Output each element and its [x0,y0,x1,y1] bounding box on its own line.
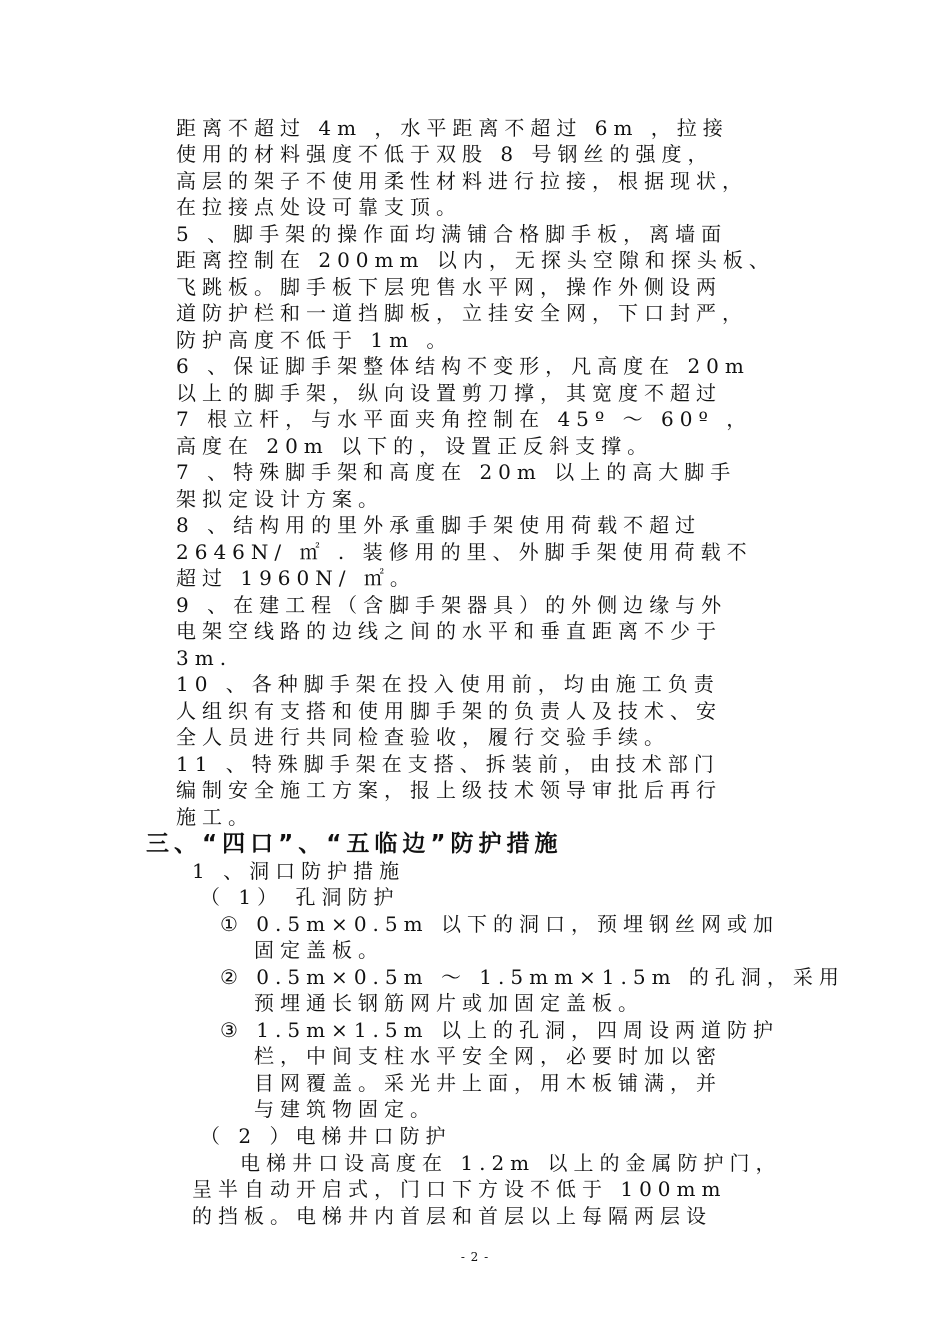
text-line: 人组织有支搭和使用脚手架的负责人及技术、安 [176,699,722,723]
text-line: 呈半自动开启式，门口下方设不低于 100mm [192,1177,727,1201]
text-line: 以上的脚手架，纵向设置剪刀撑，其宽度不超过 [176,381,722,405]
text-line: 6 、保证脚手架整体结构不变形，凡高度在 20m [176,354,750,378]
text-line: 3m. [176,646,233,670]
text-line: 电梯井口设高度在 1.2m 以上的金属防护门， [240,1151,782,1175]
text-line: 1 、洞口防护措施 [192,859,406,883]
text-line: ② 0.5m×0.5m ～ 1.5mm×1.5m 的孔洞，采用 [220,965,845,989]
text-line: 7 、特殊脚手架和高度在 20m 以上的高大脚手 [176,460,737,484]
text-line: ① 0.5m×0.5m 以下的洞口，预埋钢丝网或加 [220,912,779,936]
text-line: 的挡板。电梯井内首层和首层以上每隔两层设 [192,1204,712,1228]
text-line: 11 、特殊脚手架在支搭、拆装前，由技术部门 [176,752,720,776]
text-line: 9 、在建工程（含脚手架器具）的外侧边缘与外 [176,593,728,617]
page-number: - 2 - [460,1250,490,1264]
text-line: （ 1） 孔洞防护 [200,885,400,909]
text-line: 施工。 [176,805,254,829]
text-line: 编制安全施工方案，报上级技术领导审批后再行 [176,778,722,802]
text-line: 栏，中间支柱水平安全网，必要时加以密 [254,1044,722,1068]
text-line: 道防护栏和一道挡脚板，立挂安全网，下口封严， [176,301,748,325]
text-line: 全人员进行共同检查验收，履行交验手续。 [176,725,670,749]
text-line: 5 、脚手架的操作面均满铺合格脚手板，离墙面 [176,222,728,246]
text-line: 使用的材料强度不低于双股 8 号钢丝的强度， [176,142,714,166]
text-line: 2646N/ ㎡ . 装修用的里、外脚手架使用荷载不 [176,540,753,564]
text-line: 目网覆盖。采光井上面，用木板铺满，并 [254,1071,722,1095]
text-line: 10 、各种脚手架在投入使用前，均由施工负责 [176,672,720,696]
text-line: 高度在 20m 以下的，设置正反斜支撑。 [176,434,654,458]
text-line: 防护高度不低于 1m 。 [176,328,453,352]
text-line: 距离控制在 200mm 以内，无探头空隙和探头板、 [176,248,775,272]
section-heading: 三、“四口”、“五临边”防护措施 [146,831,563,857]
text-line: （ 2 ）电梯井口防护 [200,1124,452,1148]
text-line: 预埋通长钢筋网片或加固定盖板。 [254,991,644,1015]
text-line: ③ 1.5m×1.5m 以上的孔洞，四周设两道防护 [220,1018,779,1042]
text-line: 架拟定设计方案。 [176,487,384,511]
text-line: 飞跳板。脚手板下层兜售水平网，操作外侧设两 [176,275,722,299]
text-line: 高层的架子不使用柔性材料进行拉接，根据现状， [176,169,748,193]
text-line: 与建筑物固定。 [254,1097,436,1121]
text-line: 距离不超过 4m ，水平距离不超过 6m ，拉接 [176,116,729,140]
text-line: 8 、结构用的里外承重脚手架使用荷载不超过 [176,513,702,537]
text-line: 超过 1960N/ ㎡。 [176,566,416,590]
text-line: 在拉接点处设可靠支顶。 [176,195,462,219]
text-line: 固定盖板。 [254,938,384,962]
text-line: 电架空线路的边线之间的水平和垂直距离不少于 [176,619,722,643]
text-line: 7 根立杆，与水平面夹角控制在 45º ～ 60º ， [176,407,753,431]
